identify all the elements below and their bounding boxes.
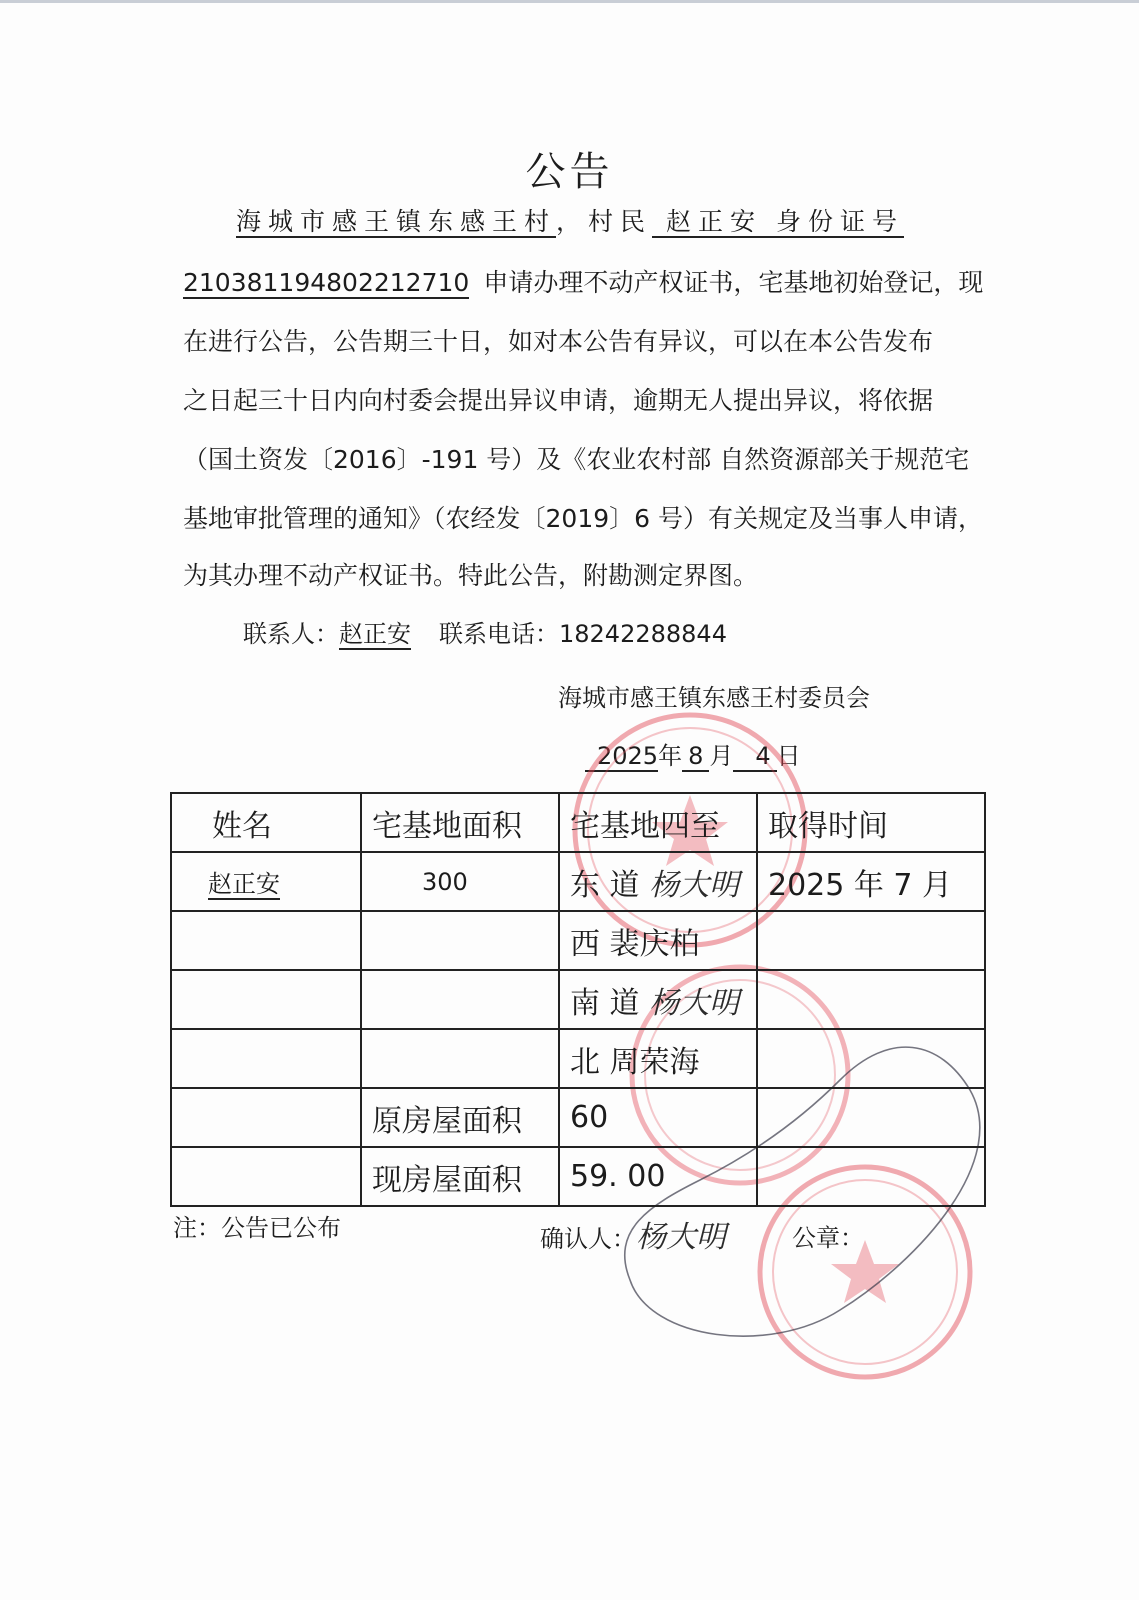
table-row [171, 1029, 985, 1088]
cell-empty [757, 1088, 985, 1147]
body-line-2 [183, 265, 983, 301]
contact-person-label: 联系人： [243, 620, 339, 648]
table-row [171, 852, 985, 911]
cell-empty [361, 911, 559, 970]
contact-phone: 18242288844 [559, 620, 727, 648]
cell-boundary-west [559, 911, 757, 970]
cell-empty [171, 1029, 361, 1088]
boundary-south-dir: 南 [570, 985, 600, 1021]
cell-empty [361, 1029, 559, 1088]
boundary-east-dir: 东 [570, 867, 600, 903]
date-year-unit: 年 [658, 742, 683, 770]
body-line-6: 基地审批管理的通知》（农经发〔2019〕6 号）有关规定及当事人申请， [183, 504, 983, 533]
table-row [171, 911, 985, 970]
owner-name: 赵正安 [208, 870, 280, 898]
cell-boundary-east [559, 852, 757, 911]
cell-curr-area-label: 现房屋面积 [361, 1147, 559, 1206]
south-signature: 杨大明 [649, 985, 740, 1021]
boundary-north-value: 周荣海 [609, 1044, 700, 1080]
header-boundaries: 宅基地四至 [559, 793, 757, 852]
date-month-unit: 月 [709, 742, 734, 770]
cell-orig-area: 60 [559, 1088, 757, 1147]
header-homestead-area: 宅基地面积 [361, 793, 559, 852]
cell-empty [361, 970, 559, 1029]
issuer: 海城市感王镇东感王村委员会 [558, 684, 870, 712]
date-month: 8 [682, 742, 709, 772]
cell-curr-area: 59. 00 [559, 1147, 757, 1206]
application-text: 申请办理不动产权证书，宅基地初始登记，现 [483, 268, 984, 297]
table-row [171, 970, 985, 1029]
header-acquired-time: 取得时间 [757, 793, 985, 852]
cell-boundary-south [559, 970, 757, 1029]
contact-phone-label: 联系电话： [439, 620, 559, 648]
cell-name [171, 852, 361, 911]
villager-name: 赵正安 [666, 207, 763, 236]
boundary-south-value: 道 [609, 985, 640, 1021]
cell-empty [171, 1088, 361, 1147]
confirm-line [540, 1212, 726, 1256]
date-year: 2025 [585, 742, 658, 772]
village-name: 海城市感王镇东感王村 [236, 207, 557, 236]
east-signature: 杨大明 [649, 867, 740, 903]
header-name: 姓名 [171, 793, 361, 852]
villager-label: ，村民 [556, 207, 653, 236]
body-line-7: 为其办理不动产权证书。特此公告，附勘测定界图。 [183, 561, 759, 590]
contact-line [243, 616, 727, 652]
body-line-5: （国土资发〔2016〕-191 号）及《农业农村部 自然资源部关于规范宅 [183, 445, 970, 474]
boundary-west-value: 裴庆柏 [609, 926, 700, 962]
table-header-row [171, 793, 985, 852]
cell-empty [757, 911, 985, 970]
body-line-1 [236, 204, 904, 240]
cell-area: 300 [361, 852, 559, 911]
body-line-4: 之日起三十日内向村委会提出异议申请，逾期无人提出异议，将依据 [183, 386, 934, 415]
id-number: 210381194802212710 [183, 268, 470, 297]
scan-edge [0, 0, 1139, 3]
cell-acquired-time: 2025 年 7 月 [757, 852, 985, 911]
confirmer-signature: 杨大明 [636, 1220, 726, 1255]
cell-empty [757, 1147, 985, 1206]
cell-empty [171, 911, 361, 970]
cell-orig-area-label: 原房屋面积 [361, 1088, 559, 1147]
date-day: 4 [733, 742, 776, 772]
cell-empty [757, 1029, 985, 1088]
id-label: 身份证号 [776, 207, 905, 236]
table-row [171, 1147, 985, 1206]
boundary-north-dir: 北 [570, 1044, 600, 1080]
date-day-unit: 日 [776, 742, 801, 770]
boundary-east-value: 道 [609, 867, 640, 903]
homestead-table [170, 792, 986, 1207]
villager-field [652, 207, 904, 238]
body-line-3: 在进行公告，公告期三十日，如对本公告有异议，可以在本公告发布 [183, 327, 934, 356]
footer-note: 注：公告已公布 [173, 1214, 341, 1242]
confirm-label: 确认人： [540, 1225, 636, 1253]
cell-empty [757, 970, 985, 1029]
cell-empty [171, 1147, 361, 1206]
cell-empty [171, 970, 361, 1029]
issue-date [585, 736, 801, 771]
seal-label: 公章： [792, 1224, 864, 1252]
table-row [171, 1088, 985, 1147]
contact-person: 赵正安 [339, 620, 411, 648]
cell-boundary-north [559, 1029, 757, 1088]
notice-title: 公告 [525, 149, 614, 195]
boundary-west-dir: 西 [570, 926, 600, 962]
